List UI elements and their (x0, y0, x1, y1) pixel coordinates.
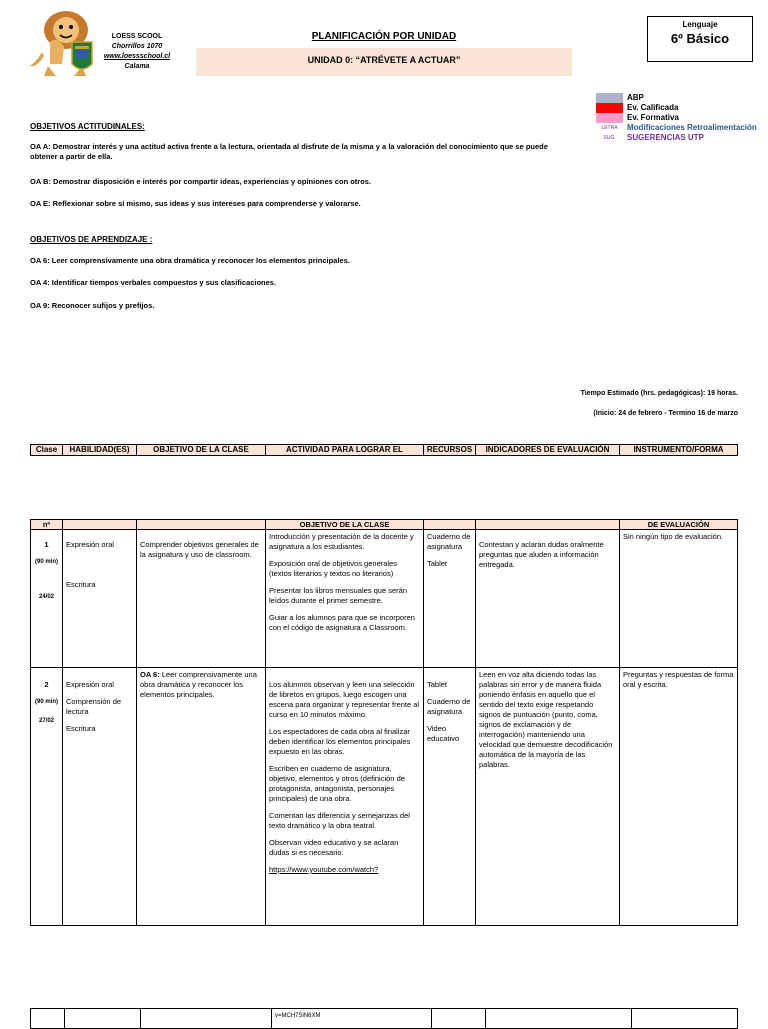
legend-row-sugerencias (596, 133, 766, 143)
subject-label: Lenguaje (682, 20, 718, 29)
activity-item: Los espectadores de cada obra al finalizar deben identificar los elementos principales expuesto en las obras. (269, 727, 411, 756)
clase-duration: (90 min) (34, 699, 58, 705)
indicators-cell (476, 668, 620, 926)
clase-date: 24/02 (38, 594, 54, 600)
skill-item: Escritura (66, 724, 96, 733)
legend-row-formativa (596, 113, 766, 123)
resource-item: Cuaderno de asignatura (427, 532, 471, 551)
col-clase: Clase (31, 445, 63, 456)
activity-item: Comentan las diferencia y semejanzas del texto dramático y la obra teatral. (269, 811, 410, 830)
objective-oa-4: OA 4: Identificar tiempos verbales compuestos y sus clasificaciones. (30, 278, 277, 287)
video-link[interactable]: https://www.youtube.com/watch? (269, 865, 379, 874)
instrument-cell (620, 530, 738, 668)
clase-cell (31, 1009, 65, 1029)
activity-item: Exposición oral de objetivos generales (textos literarios y textos no literarios) (269, 559, 397, 578)
legend-row-calificada (596, 103, 766, 113)
subcol-n: nº (31, 520, 63, 530)
activity-item: Escriben en cuaderno de asignatura, objetivo, elementos y otros (definición de protagonista, antagonista, personajes principales) de una obra. (269, 764, 405, 803)
skill-item: Comprensión de lectura (66, 697, 122, 716)
activities-cell (272, 1009, 432, 1029)
school-city: Calama (124, 63, 150, 70)
col-actividad: ACTIVIDAD PARA LOGRAR EL (266, 445, 424, 456)
indicator-text: Leen en voz alta diciendo todas las palabras sin error y de manera fluida poniendo énfasis en aquello que el sentido del texto exige respetando signos de puntuación (punto, coma, signos de exclamación y de interrogación) manteniendo una velocidad que demuestre decodificación automática de la mayoría de las palabras. (479, 670, 613, 769)
table-row (31, 530, 738, 668)
school-name: LOESS SCOOL (111, 33, 163, 40)
subcol-3 (137, 520, 266, 530)
legend-label: Modificaciones Retroalimentación (627, 123, 757, 132)
legend-row-abp (596, 93, 766, 103)
objective-code: OA 6: (140, 670, 160, 679)
legend-swatch: SUG. (603, 135, 616, 141)
school-web[interactable]: www.loessschool.cl (103, 53, 171, 60)
legend-label: ABP (627, 93, 644, 102)
time-estimate: Tiempo Estimado (hrs. pedagógicas): 19 horas. (580, 390, 738, 397)
resource-item: Video educativo (427, 724, 460, 743)
header-row (31, 445, 738, 456)
resource-item: Tablet (427, 680, 448, 689)
table-row (31, 1009, 738, 1029)
skills-cell (65, 1009, 141, 1029)
page-title: PLANIFICACIÓN POR UNIDAD (311, 31, 457, 42)
objective-text: Comprender objetivos generales de la asignatura y uso de classroom. (140, 540, 259, 559)
subcol-5 (424, 520, 476, 530)
legend-swatch (596, 93, 623, 103)
col-instrumento: INSTRUMENTO/FORMA (620, 445, 738, 456)
resource-item: Tablet (427, 559, 448, 568)
resources-cell (424, 668, 476, 926)
objective-oa-9: OA 9: Reconocer sufijos y prefijos. (30, 301, 155, 310)
objective-oa-b: OA B: Demostrar disposición e interés por compartir ideas, experiencias y opiniones con otros. (30, 177, 372, 186)
clase-number: 2 (44, 680, 49, 689)
grade-label: 6º Básico (670, 31, 730, 46)
instrument-text: Preguntas y respuestas de forma oral y escrita. (623, 670, 734, 689)
indicator-text: Contestan y aclaran dudas oralmente preguntas que aluden a información entregada. (479, 540, 604, 569)
objective-oa-a: OA A: Demostrar interés y una actitud activa frente a la lectura, orientada al disfrute de la misma y a la valoración del conocimiento que se puede obtener a partir de ella. (30, 142, 548, 161)
subject-box (647, 16, 753, 62)
objective-text (140, 670, 262, 700)
legend-row-modificaciones (596, 123, 766, 133)
objective-cell (137, 668, 266, 926)
continuation-link[interactable]: v=MCH7SiN6XM (275, 1013, 321, 1019)
unit-title: UNIDAD 0: “ATRÉVETE A ACTUAR” (196, 48, 572, 76)
col-habilidades: HABILIDAD(ES) (63, 445, 137, 456)
plan-table (30, 519, 738, 926)
plan-table-continuation (30, 1008, 738, 1029)
legend-swatch: LETRA (601, 125, 618, 131)
clase-cell (31, 668, 63, 926)
clase-cell (31, 530, 63, 668)
school-address: Chorrillos 1070 (111, 43, 163, 50)
legend-swatch (596, 113, 623, 123)
activities-cell (266, 530, 424, 668)
col-recursos: RECURSOS (424, 445, 476, 456)
col-indicadores: INDICADORES DE EVALUACIÓN (476, 445, 620, 456)
activity-item: Introducción y presentación de la docente y asignatura a los estudiantes. (269, 532, 414, 551)
subcol-objetivo: OBJETIVO DE LA CLASE (266, 520, 424, 530)
plan-table-header (30, 444, 738, 456)
activity-item: Presentar los libros mensuales que serán leídos durante el primer semestre. (269, 586, 407, 605)
activity-item: Observan video educativo y se aclaran dudas si es necesario. (269, 838, 399, 857)
objective-cell (137, 530, 266, 668)
clase-number: 1 (44, 540, 49, 549)
legend-label: Ev. Formativa (627, 113, 679, 122)
skill-item: Escritura (66, 580, 96, 589)
activity-item: Los alumnos observan y leen una selección de libretos en grupos, luego escogen una escena para organizar y representar frente al curso en 10 minutos máximo. (269, 680, 420, 719)
skill-item: Expresión oral (66, 540, 114, 549)
subcol-2 (63, 520, 137, 530)
skills-cell (63, 668, 137, 926)
school-info (96, 32, 178, 72)
clase-date: 27/02 (38, 718, 54, 724)
legend (596, 93, 766, 143)
clase-duration: (90 min) (34, 559, 58, 565)
instrument-cell (632, 1009, 738, 1029)
skill-item: Expresión oral (66, 680, 114, 689)
objective-oa-e: OA E: Reflexionar sobre sí mismo, sus ideas y sus intereses para comprenderse y valorarse. (30, 199, 361, 208)
indicators-cell (476, 530, 620, 668)
resources-cell (424, 530, 476, 668)
activities-cell (266, 668, 424, 926)
school-logo (26, 6, 102, 78)
objective-cell (141, 1009, 272, 1029)
resources-cell (432, 1009, 486, 1029)
skills-cell (63, 530, 137, 668)
activity-item: Guiar a los alumnos para que se incorporen con el código de asignatura a Classroom. (269, 613, 415, 632)
learning-objectives-title: OBJETIVOS DE APRENDIZAJE : (30, 235, 153, 244)
table-row (31, 668, 738, 926)
legend-label: Ev. Calificada (627, 103, 679, 112)
indicators-cell (486, 1009, 632, 1029)
instrument-cell (620, 668, 738, 926)
objective-description: Leer comprensivamente una obra dramática y reconocer los elementos principales. (140, 670, 257, 699)
legend-label: SUGERENCIAS UTP (627, 133, 704, 142)
subheader-row (31, 520, 738, 530)
subcol-6 (476, 520, 620, 530)
objective-oa-6: OA 6: Leer comprensivamente una obra dramática y reconocer los elementos principales. (30, 256, 350, 265)
subcol-evaluacion: DE EVALUACIÓN (620, 520, 738, 530)
school-web-link[interactable] (96, 52, 178, 62)
attitudinal-objectives-title: OBJETIVOS ACTITUDINALES: (30, 122, 145, 131)
date-range: (Inicio: 24 de febrero - Termino 16 de marzo (593, 410, 738, 417)
instrument-text: Sin ningún tipo de evaluación. (623, 532, 724, 541)
resource-item: Cuaderno de asignatura (427, 697, 471, 716)
legend-swatch (596, 103, 623, 113)
col-objetivo: OBJETIVO DE LA CLASE (137, 445, 266, 456)
